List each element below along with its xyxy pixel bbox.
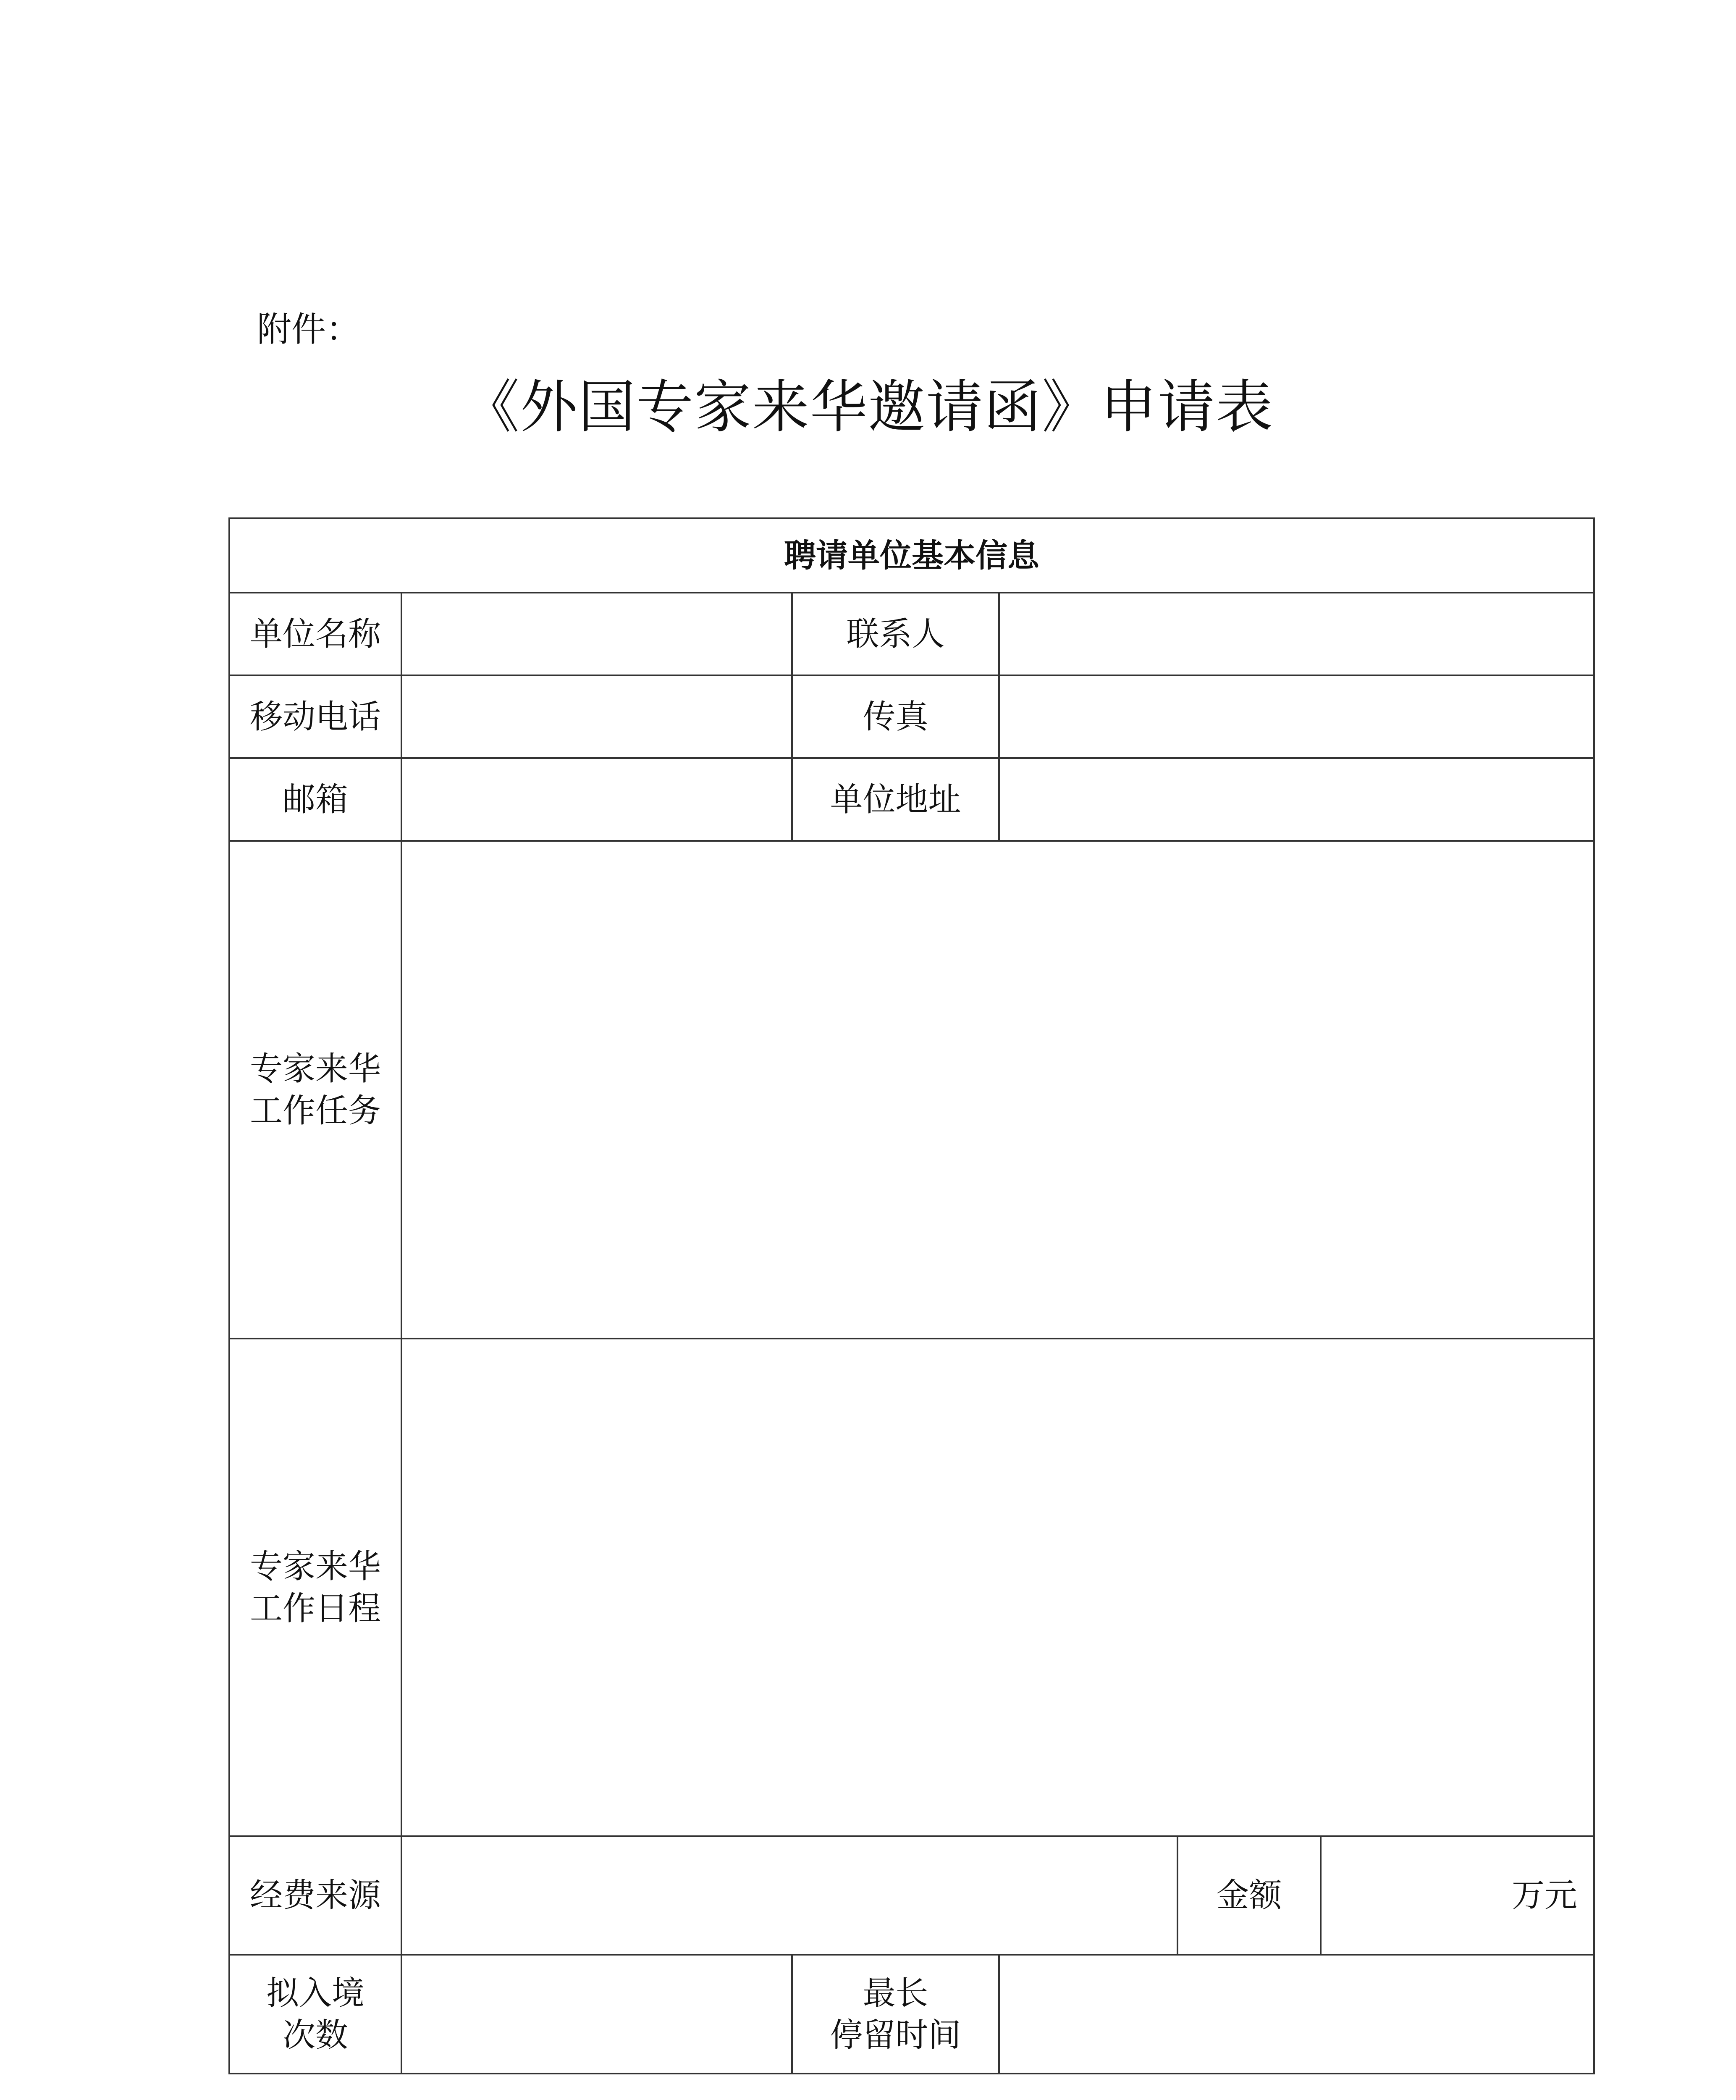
unit-address-label: 单位地址: [792, 758, 999, 841]
funding-source-field[interactable]: [401, 1836, 1177, 1955]
contact-person-field[interactable]: [999, 593, 1594, 675]
work-task-label-line1: 专家来华: [249, 1050, 381, 1088]
work-task-label: [229, 841, 401, 1339]
attachment-label: 附件：: [257, 310, 361, 349]
work-task-label-line2: 工作任务: [249, 1092, 381, 1130]
planned-entries-label: [229, 1955, 401, 2074]
amount-field[interactable]: [1321, 1836, 1594, 1955]
mobile-phone-field[interactable]: [401, 675, 792, 758]
application-form-table: [228, 517, 1595, 2074]
email-label: 邮箱: [229, 758, 401, 841]
email-field[interactable]: [401, 758, 792, 841]
work-schedule-label-line2: 工作日程: [249, 1589, 381, 1628]
max-stay-label-line2: 停留时间: [830, 2016, 961, 2054]
amount-label: 金额: [1177, 1836, 1321, 1955]
work-schedule-field[interactable]: [401, 1339, 1594, 1836]
max-stay-field[interactable]: [999, 1955, 1594, 2074]
unit-address-field[interactable]: [999, 758, 1594, 841]
contact-person-label: 联系人: [792, 593, 999, 675]
planned-entries-label-line2: 次数: [282, 2016, 348, 2054]
funding-source-label: 经费来源: [229, 1836, 401, 1955]
unit-name-label: 单位名称: [229, 593, 401, 675]
mobile-phone-label: 移动电话: [229, 675, 401, 758]
work-schedule-label-line1: 专家来华: [249, 1547, 381, 1586]
fax-label: 传真: [792, 675, 999, 758]
work-schedule-label: [229, 1339, 401, 1836]
amount-unit: 万元: [1511, 1877, 1577, 1914]
unit-name-field[interactable]: [401, 593, 792, 675]
work-task-field[interactable]: [401, 841, 1594, 1339]
max-stay-label-line1: 最长: [863, 1974, 928, 2012]
max-stay-label: [792, 1955, 999, 2074]
planned-entries-label-line1: 拟入境: [266, 1974, 365, 2012]
section-header-employer-info: 聘请单位基本信息: [229, 518, 1594, 593]
fax-field[interactable]: [999, 675, 1594, 758]
planned-entries-field[interactable]: [401, 1955, 792, 2074]
page-title: 《外国专家来华邀请函》申请表: [462, 374, 1274, 441]
